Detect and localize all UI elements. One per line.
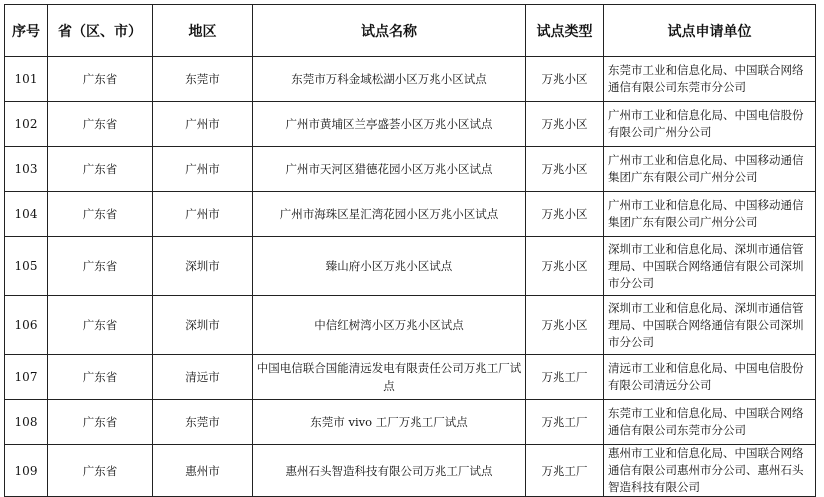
- row-region: 惠州市: [153, 445, 253, 497]
- row-index: 101: [5, 57, 48, 102]
- row-pilot-type: 万兆工厂: [526, 445, 604, 497]
- row-pilot-type: 万兆小区: [526, 147, 604, 192]
- row-applicant: 广州市工业和信息化局、中国移动通信集团广东有限公司广州分公司: [604, 192, 816, 237]
- table-row: [5, 237, 816, 296]
- header-index: 序号: [5, 5, 48, 57]
- pilot-name-text: 广州市黄埔区兰亭盛荟小区万兆小区试点: [285, 117, 493, 131]
- table-row: [5, 355, 816, 400]
- row-province: 广东省: [48, 192, 153, 237]
- table-row: [5, 147, 816, 192]
- row-pilot-name: [253, 57, 526, 102]
- row-applicant: 深圳市工业和信息化局、深圳市通信管理局、中国联合网络通信有限公司深圳市分公司: [604, 296, 816, 355]
- row-index: 102: [5, 102, 48, 147]
- row-pilot-type: 万兆工厂: [526, 400, 604, 445]
- row-pilot-name: 东莞市 vivo 工厂万兆工厂试点: [253, 400, 526, 445]
- row-pilot-type: 万兆工厂: [526, 355, 604, 400]
- row-region: 深圳市: [153, 237, 253, 296]
- row-applicant: 惠州市工业和信息化局、中国联合网络通信有限公司惠州市分公司、惠州石头智造科技有限公司: [604, 445, 816, 497]
- row-province: 广东省: [48, 296, 153, 355]
- row-pilot-name: 广州市海珠区星汇湾花园小区万兆小区试点: [253, 192, 526, 237]
- row-index: 107: [5, 355, 48, 400]
- row-province: 广东省: [48, 147, 153, 192]
- table-row: [5, 192, 816, 237]
- header-pilot-name: 试点名称: [253, 5, 526, 57]
- table-row: [5, 400, 816, 445]
- row-applicant: 东莞市工业和信息化局、中国联合网络通信有限公司东莞市分公司: [604, 57, 816, 102]
- row-province: 广东省: [48, 400, 153, 445]
- table-row: [5, 102, 816, 147]
- row-region: 东莞市: [153, 57, 253, 102]
- row-province: 广东省: [48, 57, 153, 102]
- table-row: [5, 445, 816, 497]
- row-region: 广州市: [153, 192, 253, 237]
- header-applicant: 试点申请单位: [604, 5, 816, 57]
- row-index: 106: [5, 296, 48, 355]
- pilot-list-table: [4, 4, 816, 497]
- row-applicant: 广州市工业和信息化局、中国电信股份有限公司广州分公司: [604, 102, 816, 147]
- row-region: 清远市: [153, 355, 253, 400]
- pilot-name-text: 惠州石头智造科技有限公司万兆工厂试点: [285, 463, 493, 478]
- header-province: 省（区、市）: [48, 5, 153, 57]
- row-index: 108: [5, 400, 48, 445]
- row-pilot-name: 中信红树湾小区万兆小区试点: [253, 296, 526, 355]
- row-pilot-type: 万兆小区: [526, 296, 604, 355]
- row-pilot-name: [253, 102, 526, 147]
- header-pilot-type: 试点类型: [526, 5, 604, 57]
- row-index: 103: [5, 147, 48, 192]
- row-applicant: 清远市工业和信息化局、中国电信股份有限公司清远分公司: [604, 355, 816, 400]
- row-region: 广州市: [153, 102, 253, 147]
- row-applicant: 东莞市工业和信息化局、中国联合网络通信有限公司东莞市分公司: [604, 400, 816, 445]
- row-region: 东莞市: [153, 400, 253, 445]
- row-province: 广东省: [48, 355, 153, 400]
- row-province: 广东省: [48, 445, 153, 497]
- row-applicant: 广州市工业和信息化局、中国移动通信集团广东有限公司广州分公司: [604, 147, 816, 192]
- row-pilot-type: 万兆小区: [526, 237, 604, 296]
- row-index: 104: [5, 192, 48, 237]
- row-pilot-name: 臻山府小区万兆小区试点: [253, 237, 526, 296]
- row-applicant: 深圳市工业和信息化局、深圳市通信管理局、中国联合网络通信有限公司深圳市分公司: [604, 237, 816, 296]
- table-row: [5, 296, 816, 355]
- row-pilot-type: 万兆小区: [526, 57, 604, 102]
- row-pilot-name: [253, 147, 526, 192]
- header-region: 地区: [153, 5, 253, 57]
- row-pilot-name: [253, 445, 526, 497]
- row-region: 广州市: [153, 147, 253, 192]
- row-province: 广东省: [48, 237, 153, 296]
- table-row: [5, 57, 816, 102]
- row-region: 深圳市: [153, 296, 253, 355]
- row-pilot-type: 万兆小区: [526, 102, 604, 147]
- pilot-name-text: 东莞市万科金域松湖小区万兆小区试点: [291, 72, 487, 86]
- row-province: 广东省: [48, 102, 153, 147]
- table-header-row: [5, 5, 816, 57]
- row-index: 109: [5, 445, 48, 497]
- pilot-name-text: 广州市天河区猎德花园小区万兆小区试点: [285, 162, 493, 176]
- row-pilot-type: 万兆小区: [526, 192, 604, 237]
- row-pilot-name: 中国电信联合国能清远发电有限责任公司万兆工厂试点: [253, 355, 526, 400]
- row-index: 105: [5, 237, 48, 296]
